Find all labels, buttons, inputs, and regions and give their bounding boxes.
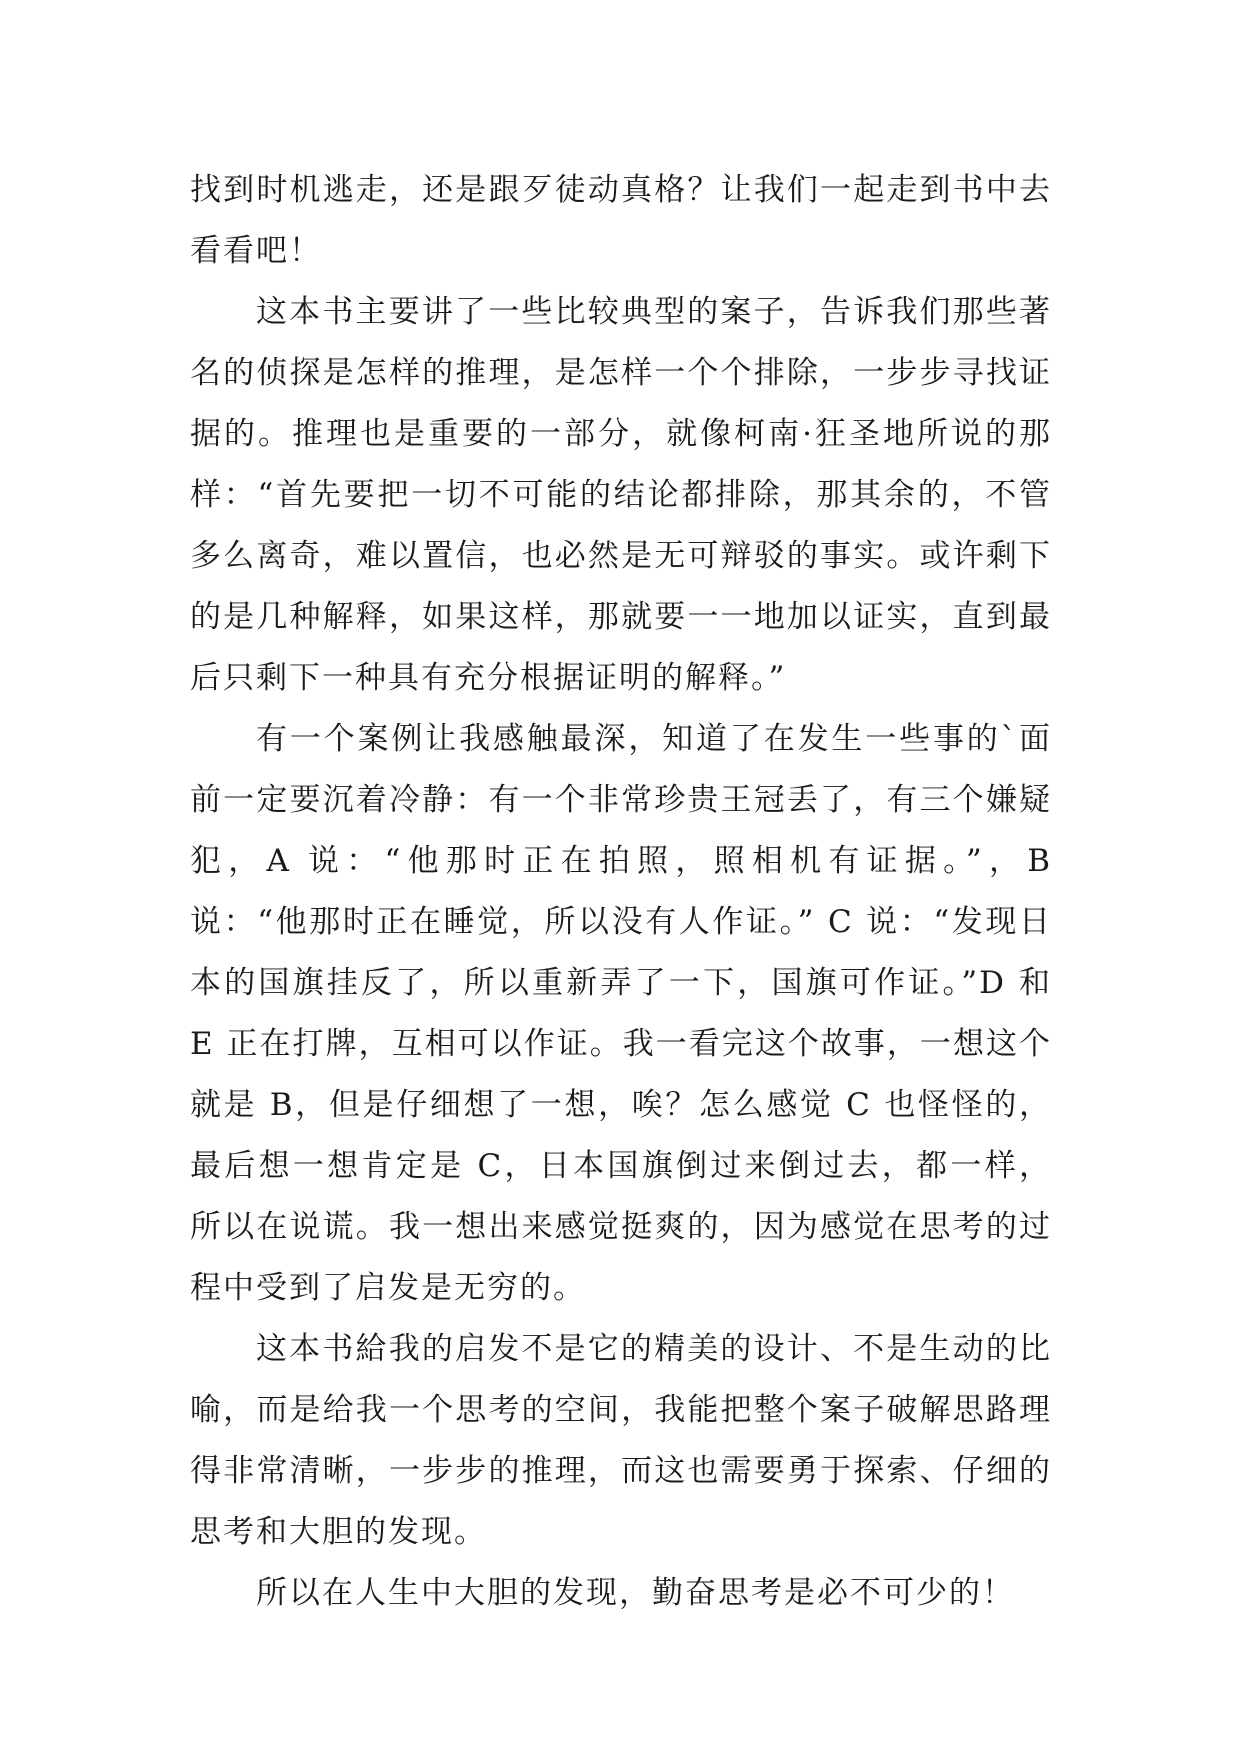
paragraph-inspiration: 这本书給我的启发不是它的精美的设计、不是生动的比喻，而是给我一个思考的空间，我能把整个案子破解思路理得非常清晰，一步步的推理，而这也需要勇于探索、仔细的思考和大胆的发现。: [190, 1331, 1052, 1550]
paragraph-conclusion: 所以在人生中大胆的发现，勤奋思考是必不可少的！: [256, 1575, 1015, 1611]
document-body: [190, 160, 1052, 1624]
paragraph-continuation: 找到时机逃走，还是跟歹徒动真格？让我们一起走到书中去看看吧！: [190, 172, 1052, 269]
paragraph-case-example: 有一个案例让我感触最深，知道了在发生一些事的`面前一定要沉着冷静：有一个非常珍贵王冠丢了，有三个嫌疑犯，A 说：“他那时正在拍照，照相机有证据。”，B 说：“他那时正在睡觉，所以没有人作证。” C 说：“发现日本的国旗挂反了，所以重新弄了一下，国旗可作证。”D 和 E 正在打牌，互相可以作证。我一看完这个故事，一想这个就是 B，但是仔细想了一想，唉？怎么感觉 C 也怪怪的，最后想一想肯定是 C，日本国旗倒过来倒过去，都一样，所以在说谎。我一想出来感觉挺爽的，因为感觉在思考的过程中受到了启发是无穷的。: [190, 721, 1052, 1306]
paragraph-book-summary: 这本书主要讲了一些比较典型的案子，告诉我们那些著名的侦探是怎样的推理，是怎样一个个排除，一步步寻找证据的。推理也是重要的一部分，就像柯南·狂圣地所说的那样：“首先要把一切不可能的结论都排除，那其余的，不管多么离奇，难以置信，也必然是无可辩驳的事实。或许剩下的是几种解释，如果这样，那就要一一地加以证实，直到最后只剩下一种具有充分根据证明的解释。”: [190, 294, 1052, 696]
